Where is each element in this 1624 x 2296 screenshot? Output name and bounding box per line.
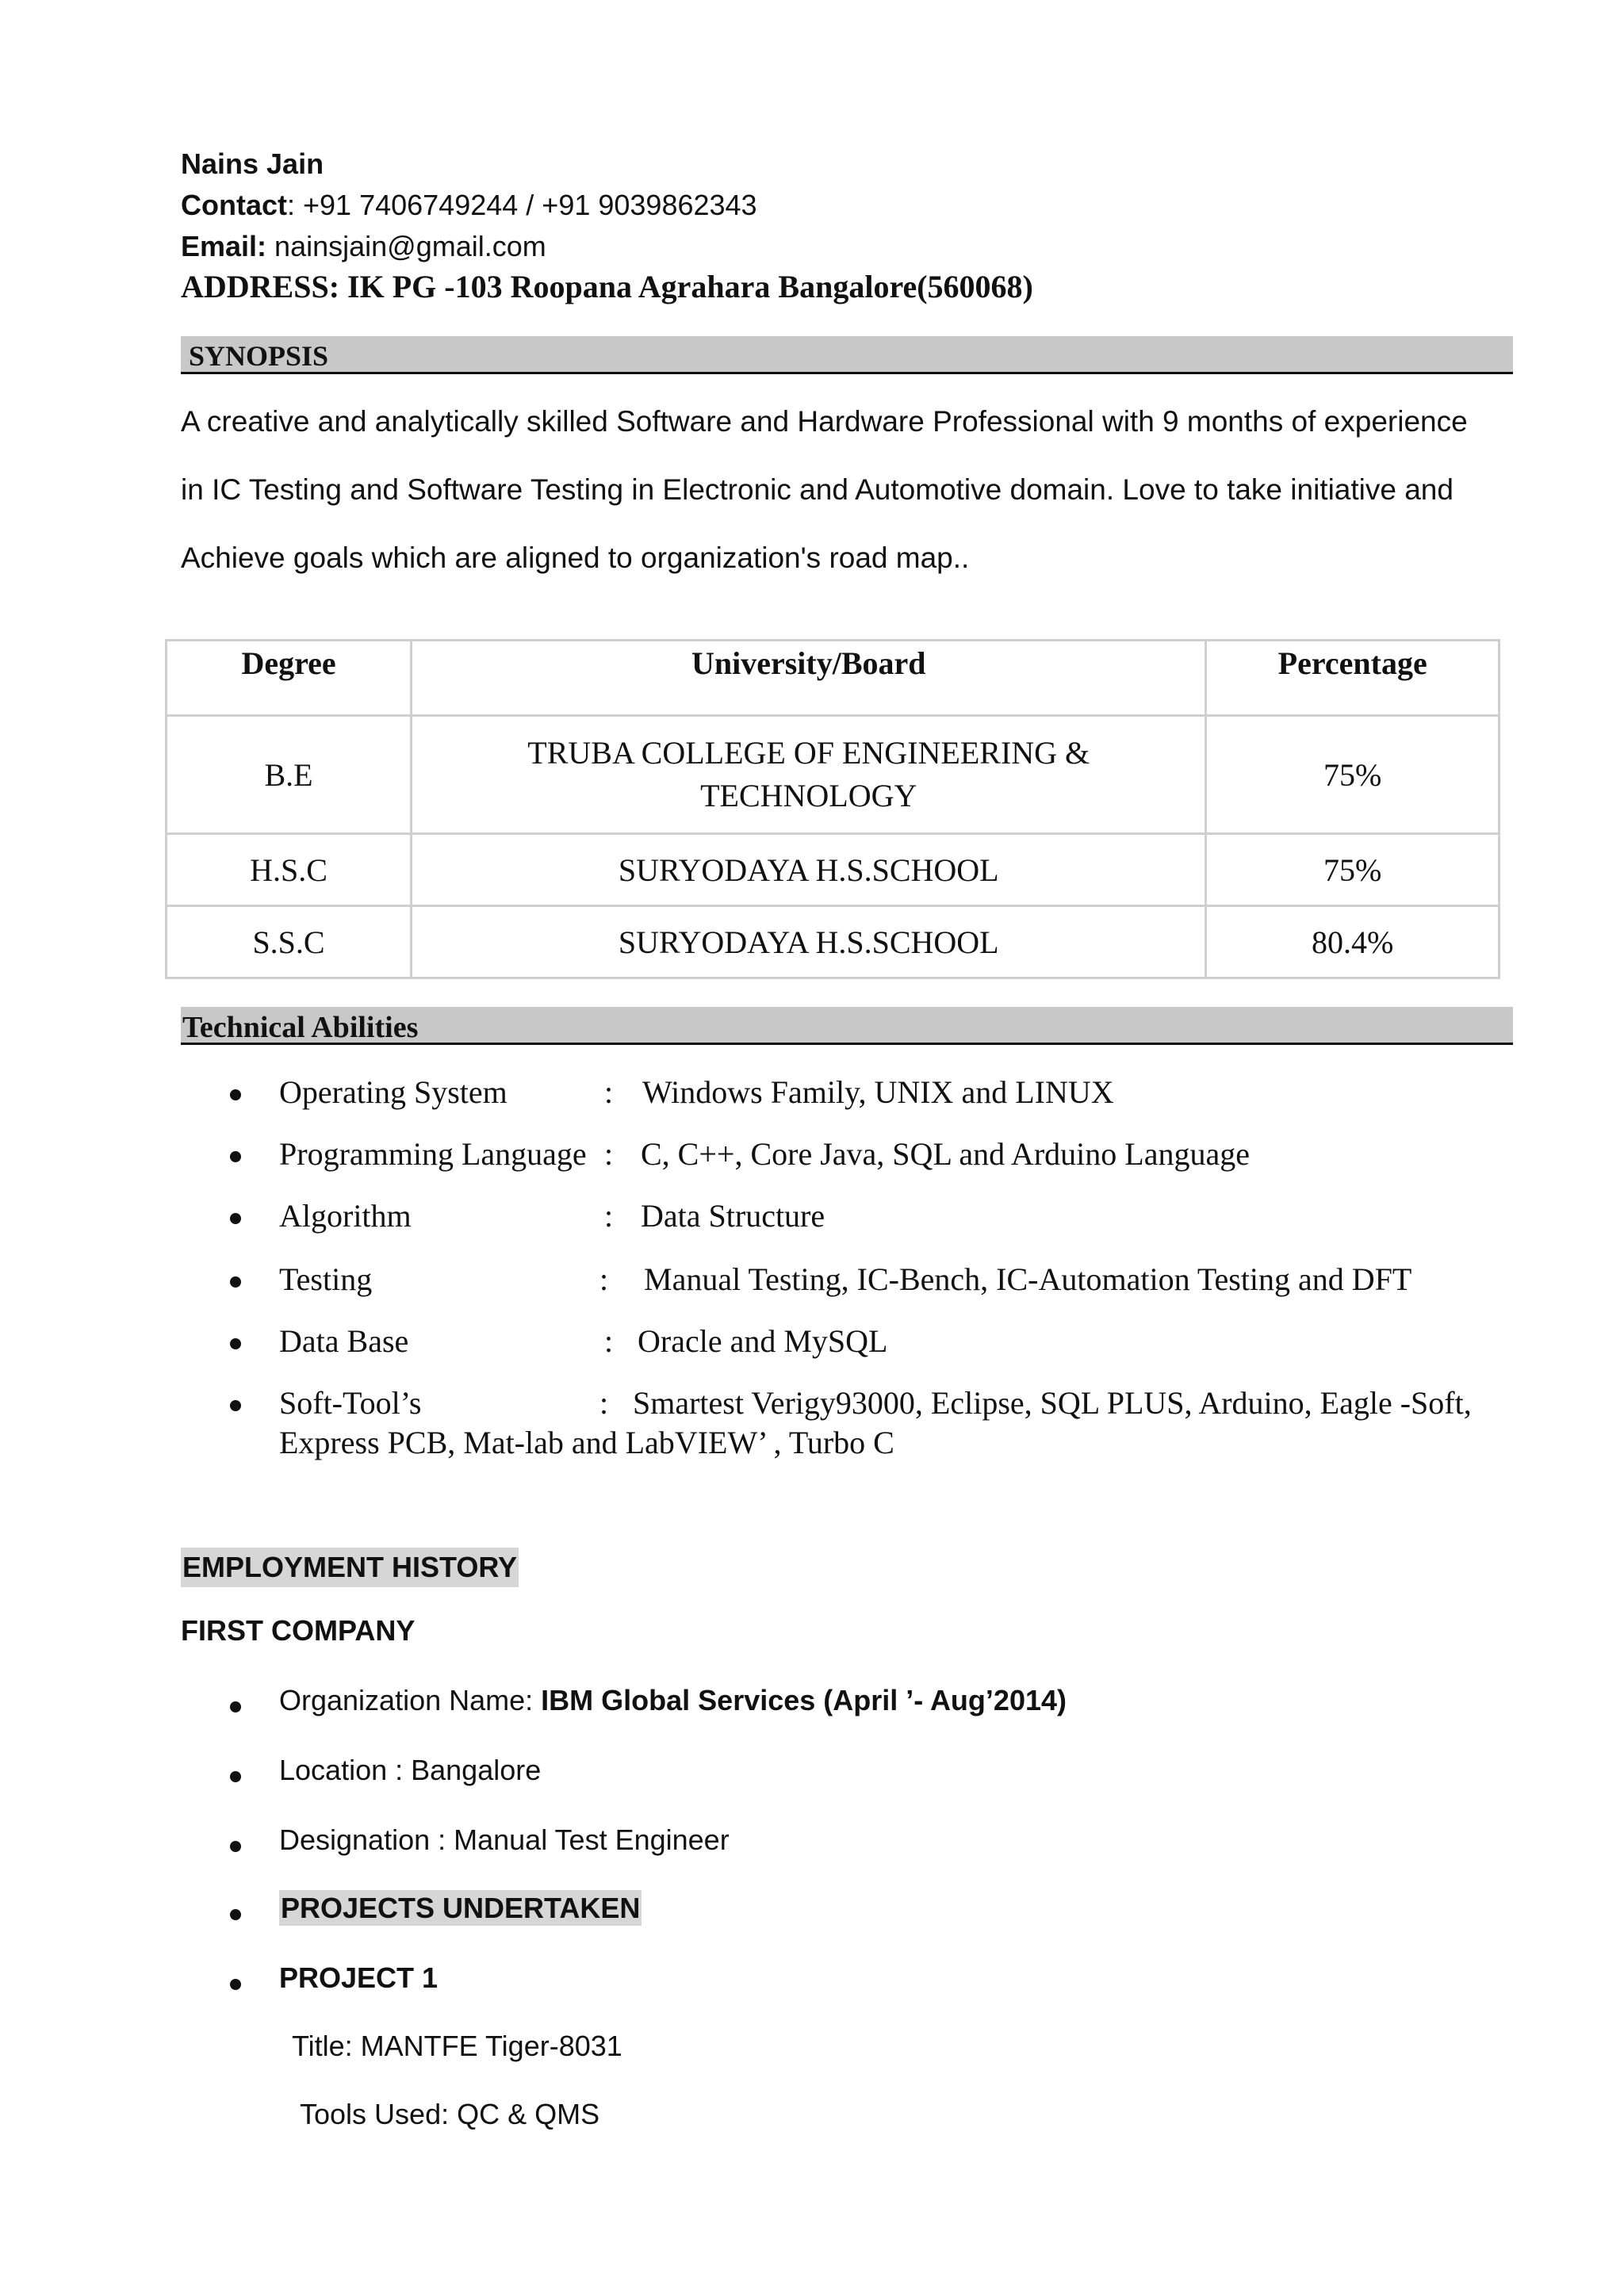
tech-label: Data Base <box>279 1323 409 1359</box>
tech-value: Oracle and MySQL <box>638 1323 888 1359</box>
organization-value: IBM Global Services (April ’- Aug’2014) <box>541 1684 1067 1716</box>
bullet-icon <box>230 1400 241 1411</box>
tech-colon: : <box>604 1136 614 1172</box>
bullet-icon <box>230 1338 241 1349</box>
synopsis-section-bar <box>181 336 1513 374</box>
email-label: Email: <box>181 230 267 262</box>
bullet-icon <box>230 1771 241 1782</box>
organization-label: Organization Name: <box>279 1684 542 1716</box>
synopsis-heading: SYNOPSIS <box>189 340 329 372</box>
percentage-cell: 80.4% <box>1206 906 1500 978</box>
project-1-heading <box>279 1961 438 1995</box>
contact-phone-numbers: : +91 7406749244 / +91 9039862343 <box>287 189 757 221</box>
bullet-icon <box>230 1909 241 1920</box>
synopsis-line: in IC Testing and Software Testing in Electronic and Automotive domain. Love to take initiative and <box>181 473 1454 506</box>
percentage-cell: 75% <box>1206 716 1500 834</box>
university-line: TECHNOLOGY <box>700 778 917 813</box>
tech-label: Testing <box>279 1261 373 1297</box>
project-1-title: Title: MANTFE Tiger-8031 <box>292 2030 622 2062</box>
table-row <box>167 716 1500 834</box>
candidate-name: Nains Jain <box>181 147 324 180</box>
university-cell: SURYODAYA H.S.SCHOOL <box>412 906 1206 978</box>
technical-section-bar <box>181 1007 1513 1045</box>
email-line <box>181 230 546 263</box>
table-header-row <box>167 641 1500 716</box>
designation-line: Designation : Manual Test Engineer <box>279 1823 730 1856</box>
organization-line <box>279 1684 1067 1717</box>
percentage-cell: 75% <box>1206 834 1500 906</box>
degree-cell: B.E <box>167 716 412 834</box>
synopsis-line: Achieve goals which are aligned to organization's road map.. <box>181 541 970 574</box>
tech-label: Operating System <box>279 1074 508 1110</box>
project-1-label: PROJECT 1 <box>279 1961 439 1994</box>
tech-label: Algorithm <box>279 1198 412 1234</box>
projects-undertaken-heading <box>279 1892 642 1925</box>
tech-value: Manual Testing, IC-Bench, IC-Automation Testing and DFT <box>644 1261 1412 1297</box>
education-table <box>165 639 1500 979</box>
location-line: Location : Bangalore <box>279 1754 542 1786</box>
university-cell <box>412 716 1206 834</box>
synopsis-paragraph <box>181 401 1529 606</box>
employment-history-heading: EMPLOYMENT HISTORY <box>181 1548 519 1587</box>
degree-cell: H.S.C <box>167 834 412 906</box>
university-cell: SURYODAYA H.S.SCHOOL <box>412 834 1206 906</box>
tech-colon: : <box>599 1385 609 1421</box>
project-1-tools: Tools Used: QC & QMS <box>300 2098 600 2130</box>
tech-label: Programming Language <box>279 1136 587 1172</box>
bullet-icon <box>230 1276 241 1288</box>
tech-value: Data Structure <box>641 1198 825 1234</box>
tech-value: C, C++, Core Java, SQL and Arduino Language <box>641 1136 1250 1172</box>
bullet-icon <box>230 1841 241 1852</box>
contact-label: Contact <box>181 189 287 221</box>
tech-value: Windows Family, UNIX and LINUX <box>642 1074 1114 1110</box>
bullet-icon <box>230 1213 241 1224</box>
bullet-icon <box>230 1089 241 1100</box>
address-line: ADDRESS: IK PG -103 Roopana Agrahara Bangalore(560068) <box>181 269 1033 304</box>
synopsis-line: A creative and analytically skilled Software and Hardware Professional with 9 months of experience <box>181 405 1468 438</box>
column-header-percentage: Percentage <box>1206 641 1500 716</box>
tech-colon: : <box>604 1074 614 1110</box>
university-line: TRUBA COLLEGE OF ENGINEERING & <box>527 735 1090 771</box>
tech-value: Smartest Verigy93000, Eclipse, SQL PLUS, Arduino, Eagle -Soft, <box>633 1385 1472 1421</box>
email-address: nainsjain@gmail.com <box>266 230 546 262</box>
tech-label: Soft-Tool’s <box>279 1385 422 1421</box>
tech-colon: : <box>599 1261 609 1297</box>
projects-undertaken-label: PROJECTS UNDERTAKEN <box>281 1892 641 1924</box>
table-row <box>167 834 1500 906</box>
column-header-degree: Degree <box>167 641 412 716</box>
bullet-icon <box>230 1979 241 1990</box>
contact-line <box>181 189 757 222</box>
column-header-university: University/Board <box>412 641 1206 716</box>
bullet-icon <box>230 1701 241 1712</box>
bullet-icon <box>230 1151 241 1162</box>
degree-cell: S.S.C <box>167 906 412 978</box>
tech-colon: : <box>604 1198 614 1234</box>
first-company-heading: FIRST COMPANY <box>181 1614 416 1647</box>
table-row <box>167 906 1500 978</box>
tech-colon: : <box>604 1323 614 1359</box>
tech-item-soft-tools-continuation: Express PCB, Mat-lab and LabVIEW’ , Turbo C <box>279 1425 894 1460</box>
technical-heading: Technical Abilities <box>182 1011 419 1044</box>
